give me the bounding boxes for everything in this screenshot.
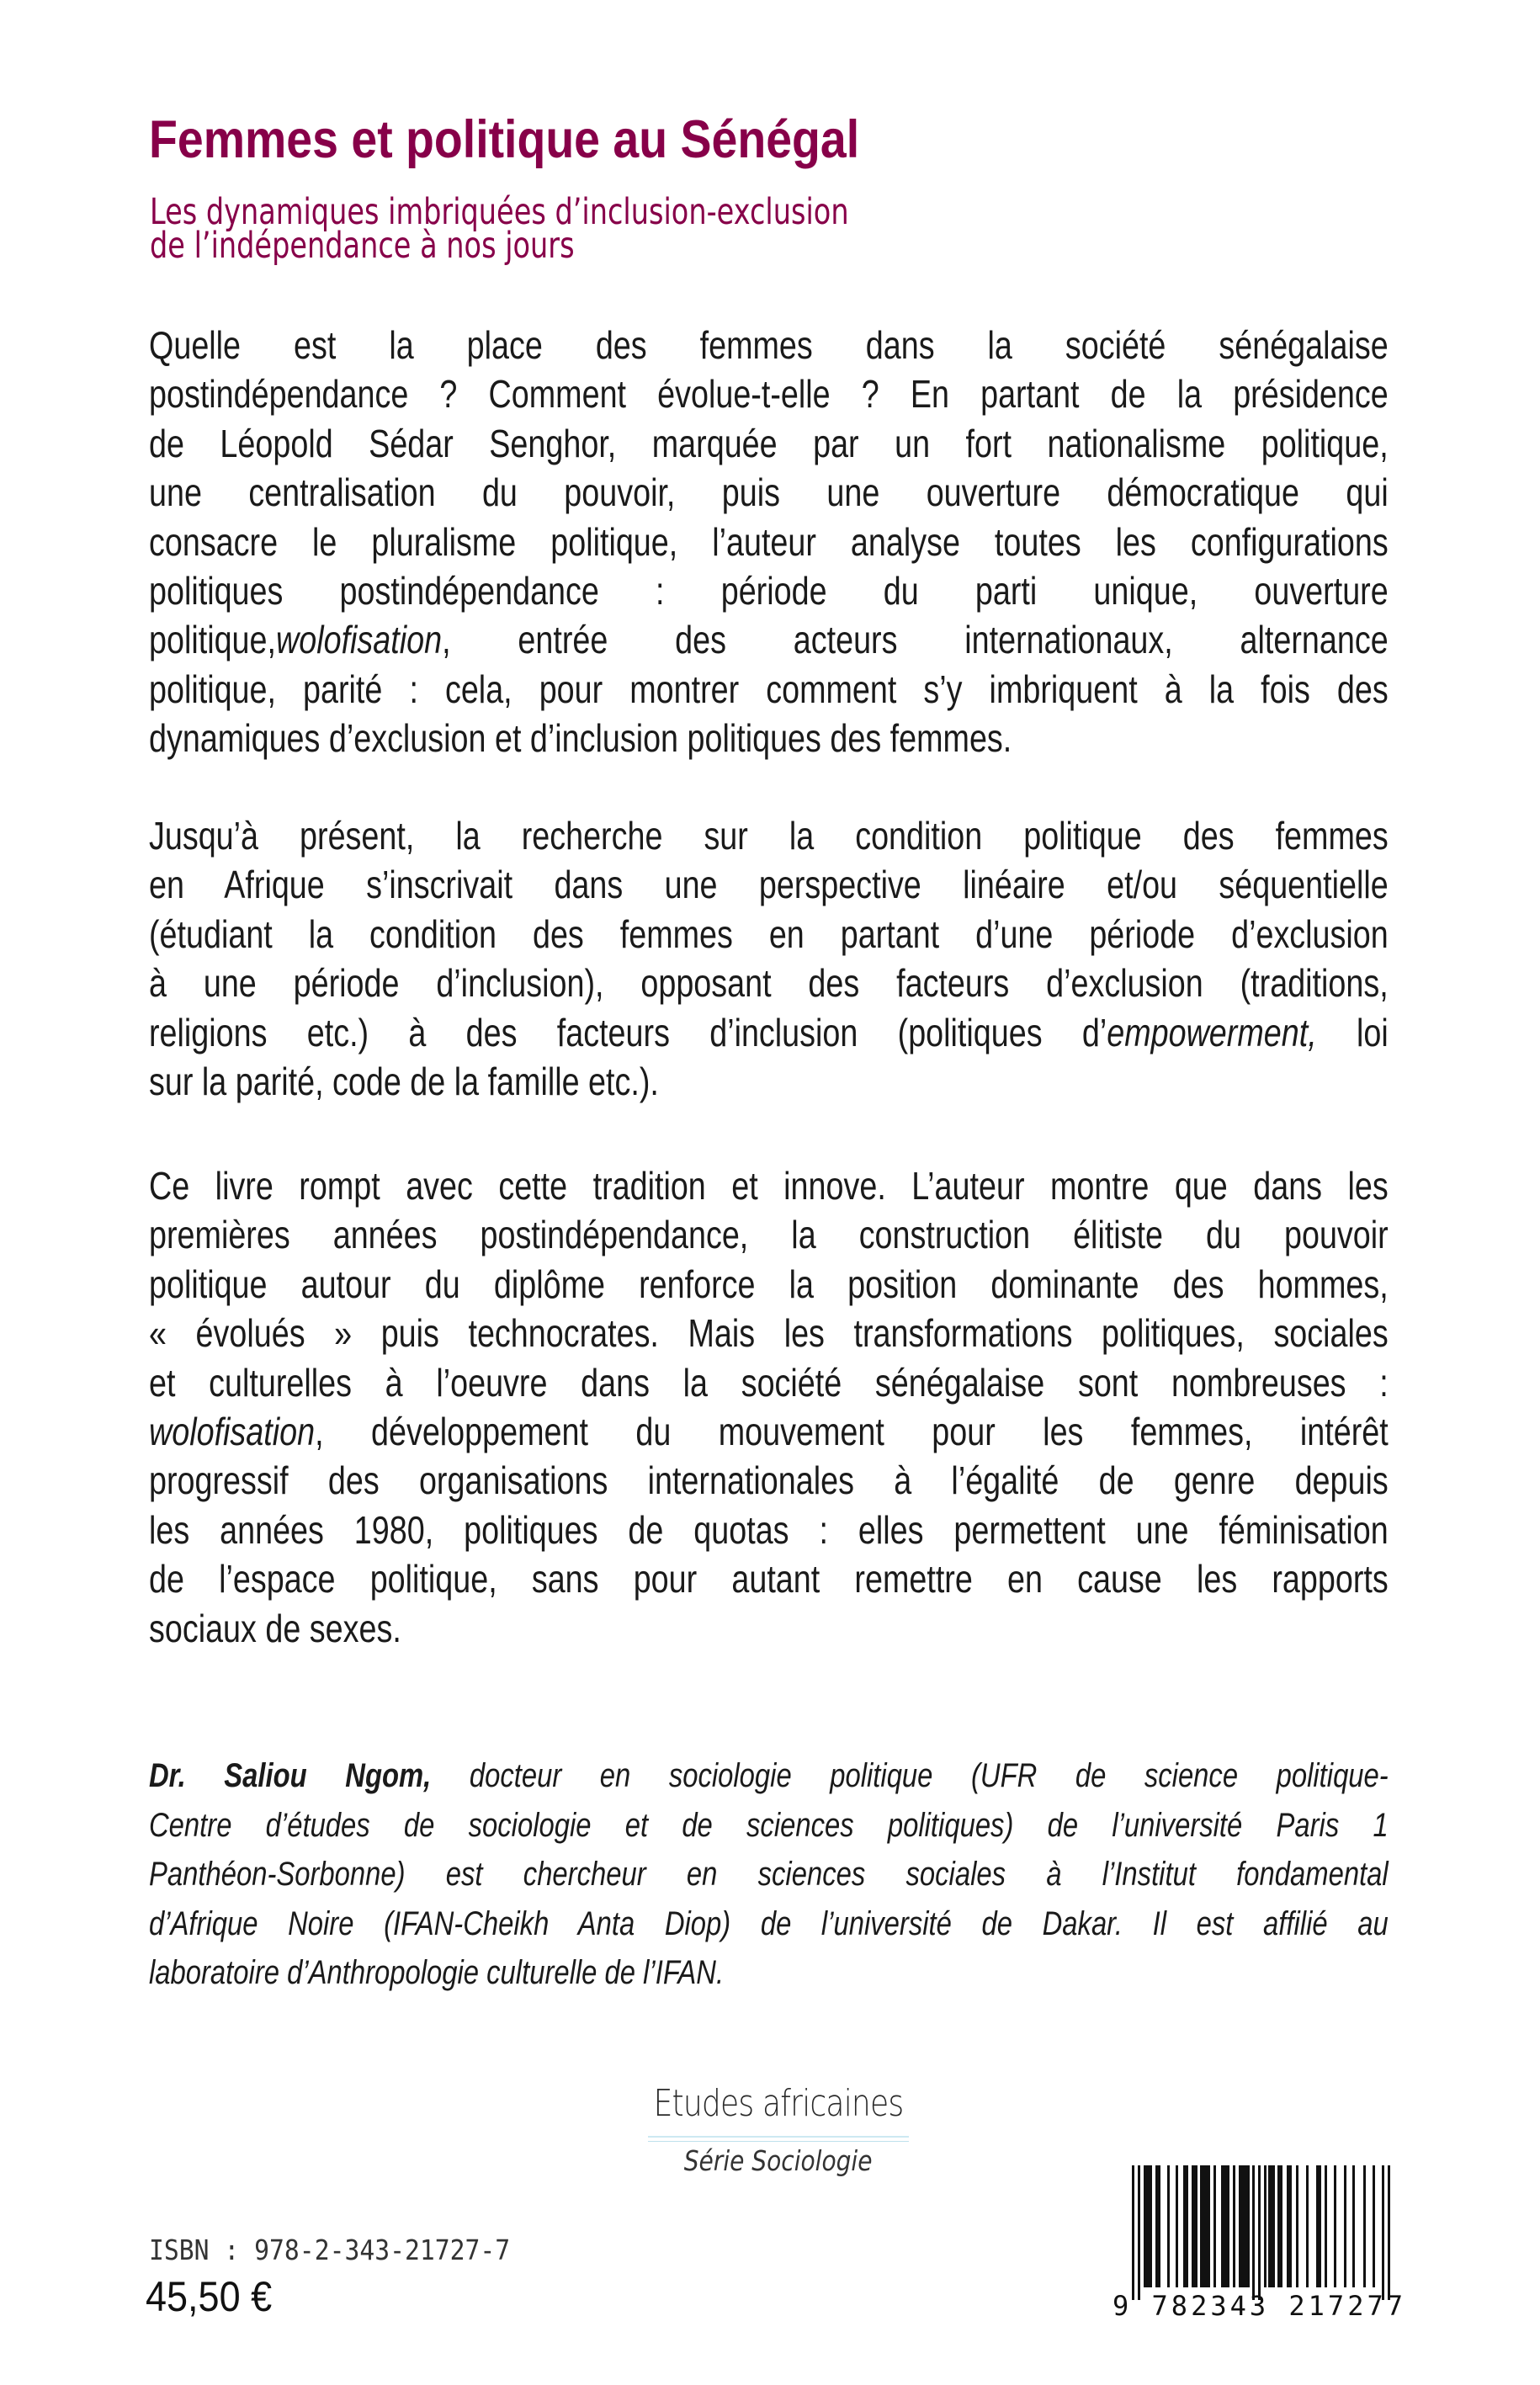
text-line: en Afrique s’inscrivait dans une perspective linéaire et/ou séquentielle	[149, 863, 1389, 907]
blurb-paragraph-2	[149, 811, 1389, 1106]
book-title: Femmes et politique au Sénégal	[149, 110, 860, 169]
text-line: dynamiques d’exclusion et d’inclusion politiques des femmes.	[149, 716, 1012, 761]
author-name: Dr. Saliou Ngom,	[149, 1757, 432, 1794]
text-line: « évolués » puis technocrates. Mais les transformations politiques, sociales	[149, 1311, 1389, 1356]
text-line: de Léopold Sédar Senghor, marquée par un fort nationalisme politique,	[149, 421, 1389, 465]
series-logo	[589, 2079, 968, 2180]
series-subtitle: Série Sociologie	[684, 2144, 873, 2177]
text-line: postindépendance ? Comment évolue-t-elle ? En partant de la présidence	[149, 372, 1389, 417]
text-line: progressif des organisations internationales à l’égalité de genre depuis	[149, 1458, 1389, 1503]
text-span: religions etc.) à des facteurs d’inclusion (politiques d’	[149, 1010, 1107, 1054]
text-line	[149, 1751, 1389, 1801]
text-line: Panthéon-Sorbonne) est chercheur en sciences sociales à l’Institut fondamental	[149, 1856, 1389, 1893]
text-line: laboratoire d’Anthropologie culturelle de l’IFAN.	[149, 1954, 725, 1991]
text-line: politique autour du diplôme renforce la position dominante des hommes,	[149, 1262, 1389, 1306]
text-line: Centre d’études de sociologie et de sciences politiques) de l’université Paris 1	[149, 1806, 1389, 1844]
text-span: , développement du mouvement pour les femmes, intérêt	[315, 1409, 1389, 1453]
subtitle-line-1: Les dynamiques imbriquées d’inclusion-exclusion	[150, 191, 849, 233]
text-line: (étudiant la condition des femmes en partant d’une période d’exclusion	[149, 911, 1389, 956]
blurb-paragraph-1	[149, 321, 1389, 763]
text-line: une centralisation du pouvoir, puis une ouverture démocratique qui	[149, 470, 1389, 515]
text-span: loi	[1316, 1010, 1389, 1054]
text-line	[149, 1407, 1389, 1456]
text-line: politiques postindépendance : période du parti unique, ouverture	[149, 568, 1389, 613]
italic-term: wolofisation	[275, 618, 443, 662]
text-line: les années 1980, politiques de quotas : elles permettent une féminisation	[149, 1507, 1389, 1552]
text-line: consacre le pluralisme politique, l’auteur analyse toutes les configurations	[149, 519, 1389, 564]
ean13-barcode-icon	[1113, 2165, 1406, 2325]
text-span: politique,	[149, 618, 276, 662]
series-divider	[648, 2136, 909, 2142]
italic-term: empowerment,	[1107, 1010, 1317, 1054]
text-line: Quelle est la place des femmes dans la société sénégalaise	[149, 323, 1389, 367]
text-line	[149, 615, 1389, 664]
barcode-digits: 9 782343 217277	[1113, 2290, 1406, 2322]
series-name: Etudes africaines	[653, 2082, 904, 2125]
book-subtitle	[150, 191, 849, 267]
subtitle-line-2: de l’indépendance à nos jours	[150, 225, 575, 267]
author-bio	[149, 1751, 1389, 1998]
text-line: sur la parité, code de la famille etc.).	[149, 1059, 659, 1103]
blurb-paragraph-3	[149, 1161, 1389, 1653]
text-line: Jusqu’à présent, la recherche sur la condition politique des femmes	[149, 814, 1389, 858]
barcode-bars	[1132, 2165, 1390, 2300]
text-line: politique, parité : cela, pour montrer comment s’y imbriquent à la fois des	[149, 667, 1389, 711]
isbn-label: ISBN : 978-2-343-21727-7	[149, 2234, 511, 2266]
text-line: sociaux de sexes.	[149, 1606, 401, 1650]
text-span: docteur en sociologie politique (UFR de science politique-	[431, 1757, 1389, 1794]
italic-term: wolofisation	[149, 1409, 316, 1453]
text-line: et culturelles à l’oeuvre dans la société sénégalaise sont nombreuses :	[149, 1360, 1389, 1405]
text-line: de l’espace politique, sans pour autant remettre en cause les rapports	[149, 1557, 1389, 1602]
text-line: premières années postindépendance, la construction élitiste du pouvoir	[149, 1213, 1389, 1257]
text-line: Ce livre rompt avec cette tradition et innove. L’auteur montre que dans les	[149, 1164, 1389, 1208]
text-span: , entrée des acteurs internationaux, alternance	[442, 618, 1389, 662]
text-line: à une période d’inclusion), opposant des facteurs d’exclusion (traditions,	[149, 961, 1389, 1006]
text-line: d’Afrique Noire (IFAN-Cheikh Anta Diop) de l’université de Dakar. Il est affilié au	[149, 1904, 1389, 1942]
price-label: 45,50 €	[146, 2273, 273, 2320]
text-line	[149, 1008, 1389, 1057]
